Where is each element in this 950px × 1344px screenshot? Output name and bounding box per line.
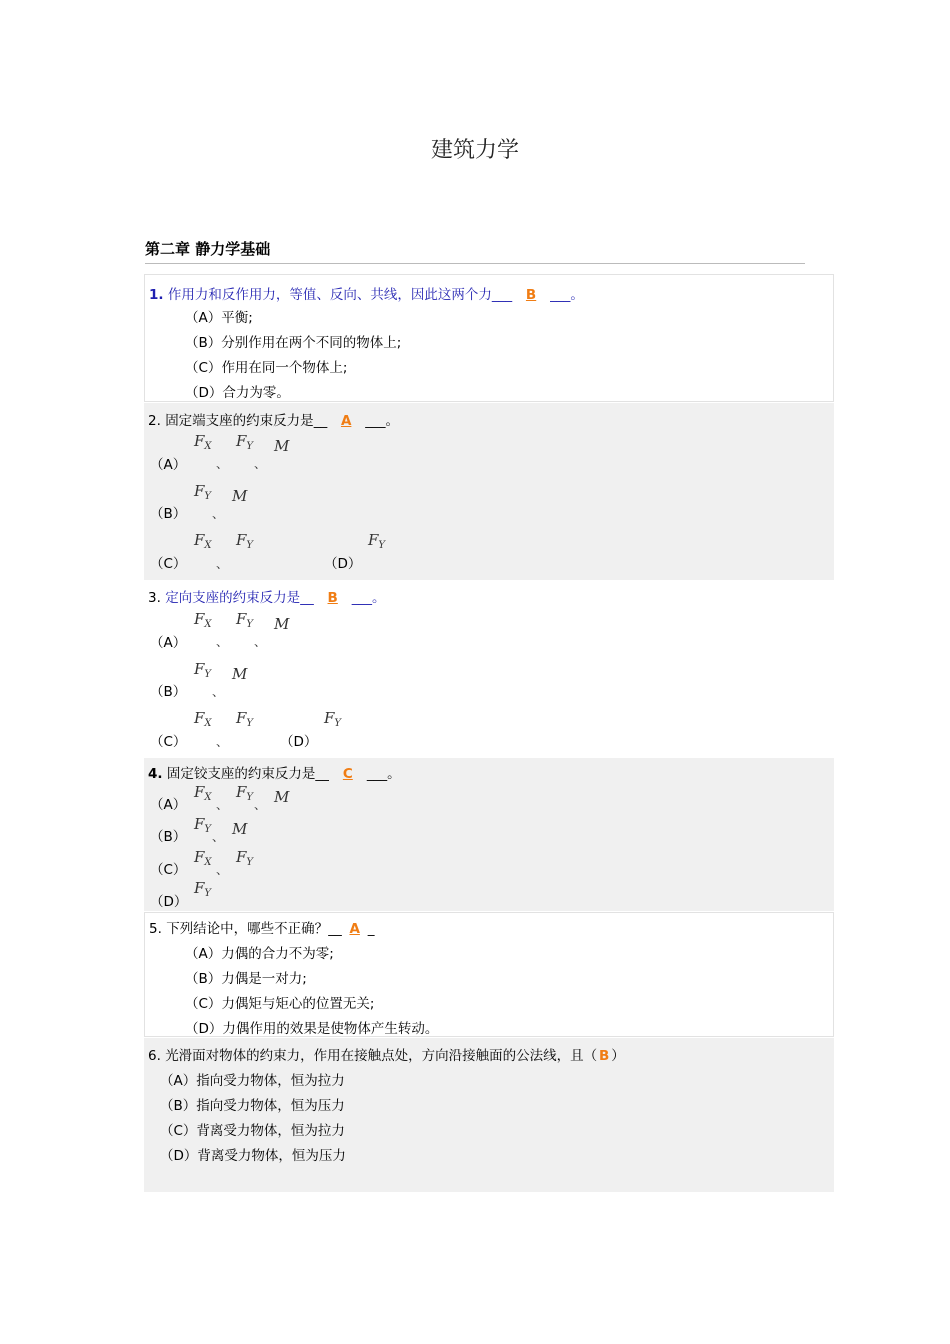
question-text: 定向支座的约束反力是 xyxy=(165,590,301,606)
separator: 、 xyxy=(216,735,229,749)
option-b: （B）力偶是一对力; xyxy=(185,971,307,987)
separator: 、 xyxy=(216,635,229,649)
question-text: 光滑面对物体的约束力，作用在接触点处，方向沿接触面的公法线，且（ xyxy=(165,1048,598,1064)
option-b: （B）分别作用在两个不同的物体上; xyxy=(185,335,402,351)
option-c-label: （C） xyxy=(150,556,187,572)
question-text: 固定铰支座的约束反力是 xyxy=(166,766,316,782)
option-b-label: （B） xyxy=(150,829,187,845)
separator: 、 xyxy=(216,457,229,471)
symbol-fy: $F_Y$ xyxy=(324,709,342,729)
option-d-label: （D） xyxy=(150,894,188,910)
option-c: （C）背离受力物体，恒为拉力 xyxy=(160,1123,345,1139)
question-stem xyxy=(148,409,399,429)
symbol-fy: $F_Y$ xyxy=(194,482,212,502)
option-a-label: （A） xyxy=(150,797,187,813)
symbol-fy: $F_Y$ xyxy=(236,709,254,729)
option-a-label: （A） xyxy=(150,457,187,473)
blank: ___。 xyxy=(550,287,584,303)
option-a-label: （A） xyxy=(150,635,187,651)
symbol-m: M xyxy=(232,820,248,838)
symbol-fy: $F_Y$ xyxy=(236,783,254,803)
separator: 、 xyxy=(216,557,229,571)
question-number: 1. xyxy=(149,287,164,303)
option-c-label: （C） xyxy=(150,862,187,878)
question-6 xyxy=(144,1038,834,1192)
question-stem xyxy=(149,917,374,937)
blank: __ xyxy=(315,766,329,782)
symbol-fx: $F_X$ xyxy=(194,432,212,452)
symbol-fx: $F_X$ xyxy=(194,610,212,630)
separator: 、 xyxy=(216,863,229,877)
option-d-label: （D） xyxy=(280,734,318,750)
blank: _ xyxy=(367,921,375,937)
symbol-fx: $F_X$ xyxy=(194,709,212,729)
option-c: （C）力偶矩与矩心的位置无关; xyxy=(185,996,375,1012)
symbol-fy: $F_Y$ xyxy=(236,610,254,630)
blank: ___。 xyxy=(366,766,401,782)
question-number: 2. xyxy=(148,413,161,429)
symbol-fy: $F_Y$ xyxy=(236,848,254,868)
option-d: （D）背离受力物体，恒为压力 xyxy=(160,1148,346,1164)
separator: 、 xyxy=(212,685,225,699)
question-1 xyxy=(144,274,834,402)
question-number: 3. xyxy=(148,590,161,606)
symbol-fy: $F_Y$ xyxy=(368,531,386,551)
question-5 xyxy=(144,912,834,1037)
blank: __ xyxy=(300,590,314,606)
question-text: 作用力和反作用力，等值、反向、共线，因此这两个力 xyxy=(167,287,492,303)
option-d-label: （D） xyxy=(324,556,362,572)
option-d: （D）合力为零。 xyxy=(185,385,290,401)
separator: 、 xyxy=(254,798,267,812)
symbol-fy: $F_Y$ xyxy=(194,879,212,899)
chapter-heading: 第二章 静力学基础 xyxy=(145,238,805,264)
answer-mark: B xyxy=(327,590,338,606)
answer-mark: B xyxy=(599,1048,610,1064)
question-4 xyxy=(144,758,834,911)
answer-mark: B xyxy=(525,287,537,303)
symbol-fx: $F_X$ xyxy=(194,848,212,868)
option-c: （C）作用在同一个物体上; xyxy=(185,360,348,376)
blank: __ xyxy=(313,413,328,429)
separator: 、 xyxy=(254,635,267,649)
question-number: 4. xyxy=(148,766,163,782)
answer-mark: A xyxy=(340,413,352,429)
separator: 、 xyxy=(216,798,229,812)
question-stem xyxy=(149,283,584,303)
separator: 、 xyxy=(254,457,267,471)
answer-mark: A xyxy=(349,921,360,937)
separator: 、 xyxy=(212,830,225,844)
symbol-fx: $F_X$ xyxy=(194,531,212,551)
question-stem xyxy=(148,1044,625,1064)
question-2 xyxy=(144,403,834,580)
symbol-fy: $F_Y$ xyxy=(236,531,254,551)
question-stem xyxy=(148,586,385,606)
symbol-fy: $F_Y$ xyxy=(236,432,254,452)
answer-mark: C xyxy=(342,766,353,782)
question-text: 固定端支座的约束反力是 xyxy=(165,413,314,429)
option-a: （A）指向受力物体，恒为拉力 xyxy=(160,1073,345,1089)
blank: ___。 xyxy=(365,413,399,429)
document-title: 建筑力学 xyxy=(430,138,519,163)
question-text: 下列结论中，哪些不正确？ xyxy=(166,921,329,937)
symbol-m: M xyxy=(274,437,290,455)
symbol-m: M xyxy=(274,615,290,633)
option-a: （A）力偶的合力不为零; xyxy=(185,946,334,962)
symbol-fy: $F_Y$ xyxy=(194,660,212,680)
question-number: 6. xyxy=(148,1048,161,1064)
option-d: （D）力偶作用的效果是使物体产生转动。 xyxy=(185,1021,439,1037)
blank: __ xyxy=(328,921,342,937)
blank: ___。 xyxy=(351,590,386,606)
option-b: （B）指向受力物体，恒为压力 xyxy=(160,1098,345,1114)
option-c-label: （C） xyxy=(150,734,187,750)
symbol-fy: $F_Y$ xyxy=(194,815,212,835)
symbol-fx: $F_X$ xyxy=(194,783,212,803)
question-number: 5. xyxy=(149,921,162,937)
question-stem xyxy=(148,762,401,782)
option-b-label: （B） xyxy=(150,506,187,522)
option-a: （A）平衡; xyxy=(185,310,253,326)
separator: 、 xyxy=(212,507,225,521)
symbol-m: M xyxy=(232,487,248,505)
question-3 xyxy=(144,581,834,757)
blank: ___ xyxy=(491,287,513,303)
symbol-m: M xyxy=(274,788,290,806)
option-b-label: （B） xyxy=(150,684,187,700)
symbol-m: M xyxy=(232,665,248,683)
stem-end: ） xyxy=(611,1048,625,1064)
